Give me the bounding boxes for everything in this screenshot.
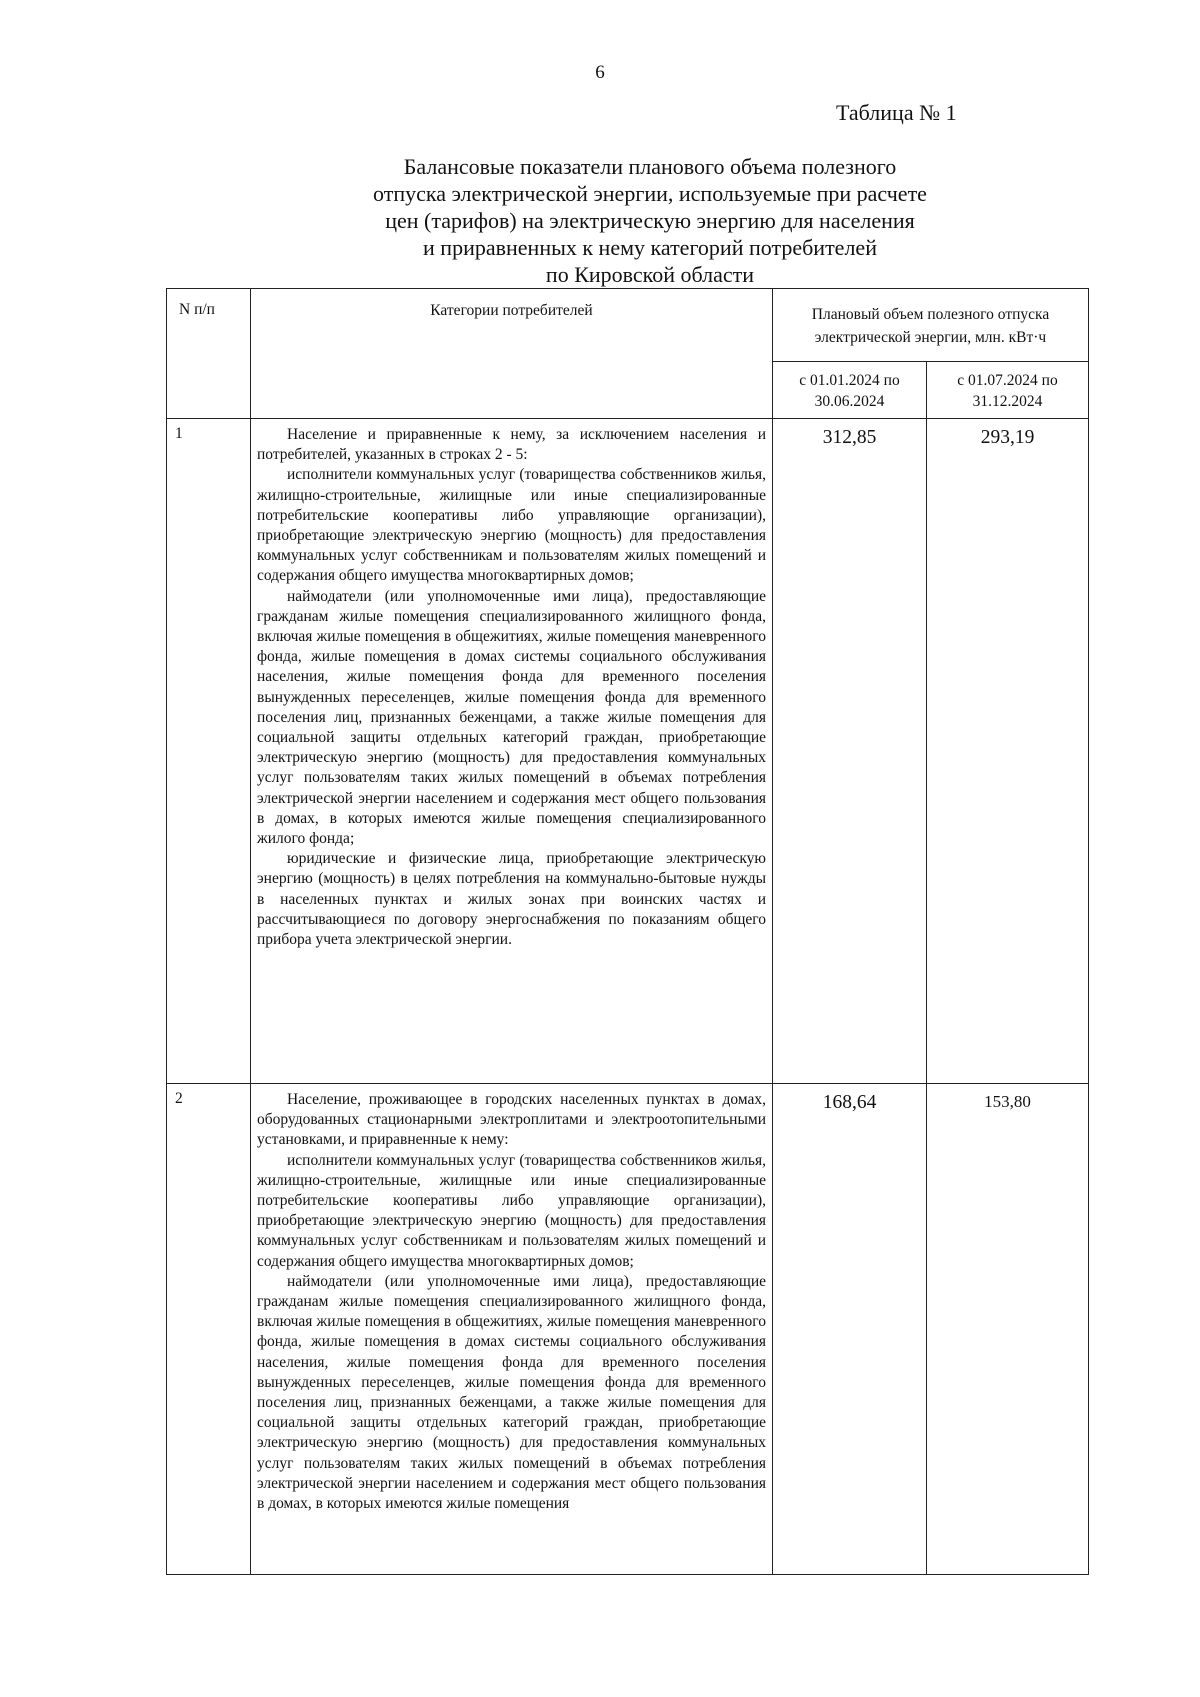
- category-paragraph: юридические и физические лица, приобретающие электрическую энергию (мощность) в целях потребления на коммунально-бытовые нужды в населенных пунктах и жилых зонах при воинских частях и рассчитывающиеся по договору энергоснабжения по показаниям общего прибора учета электрической энергии.: [257, 850, 766, 949]
- header-plan-volume: Плановый объем полезного отпуска электрической энергии, млн. кВт·ч: [773, 289, 1089, 362]
- category-paragraph: исполнители коммунальных услуг (товарищества собственников жилья, жилищно-строительные, жилищные или иные специализированные потребительские кооперативы либо управляющие организации), приобретающие электрическую энергию (мощность) для предоставления коммунальных услуг собственникам и пользователям жилых помещений и содержания общего имущества многоквартирных домов;: [257, 1151, 766, 1270]
- header-category: Категории потребителей: [251, 289, 773, 419]
- row-value-period-1: 312,85: [773, 419, 927, 1084]
- table-row: [167, 1084, 1089, 1575]
- title-line: по Кировской области: [545, 262, 755, 287]
- title-line: цен (тарифов) на электрическую энергию для населения: [385, 208, 915, 233]
- header-period-1: с 01.01.2024 по 30.06.2024: [773, 362, 927, 419]
- category-paragraph: исполнители коммунальных услуг (товарищества собственников жилья, жилищно-строительные, жилищные или иные специализированные потребительские кооперативы либо управляющие организации), приобретающие электрическую энергию (мощность) для предоставления коммунальных услуг собственникам и пользователям жилых помещений и содержания общего имущества многоквартирных домов;: [257, 466, 766, 585]
- balance-table: [166, 288, 1089, 1575]
- category-paragraph: Население и приравненные к нему, за исключением населения и потребителей, указанных в строках 2 - 5:: [257, 426, 766, 464]
- header-period-2: с 01.07.2024 по 31.12.2024: [927, 362, 1089, 419]
- row-value-period-2: 153,80: [927, 1084, 1089, 1575]
- header-num: N п/п: [167, 289, 251, 419]
- row-value-period-2: 293,19: [927, 419, 1089, 1084]
- row-category-text: [251, 1084, 772, 1574]
- table-label: Таблица № 1: [836, 100, 957, 125]
- document-title: [300, 153, 1000, 288]
- title-line: Балансовые показатели планового объема полезного: [403, 154, 897, 179]
- row-category-cell: [251, 1084, 773, 1575]
- category-paragraph: наймодатели (или уполномоченные ими лица), предоставляющие гражданам жилые помещения специализированного жилищного фонда, включая жилые помещения в общежитиях, жилые помещения маневренного фонда, жилые помещения в домах системы социального обслуживания населения, жилые помещения фонда для временного поселения вынужденных переселенцев, жилые помещения фонда для временного поселения лиц, признанных беженцами, а также жилые помещения для социальной защиты отдельных категорий граждан, приобретающие электрическую энергию (мощность) для предоставления коммунальных услуг пользователям таких жилых помещений в объемах потребления электрической энергии населением и содержания мест общего пользования в домах, в которых имеются жилые помещения специализированного жилого фонда;: [257, 587, 766, 848]
- category-paragraph: Население, проживающее в городских населенных пунктах в домах, оборудованных стационарными электроплитами и электроотопительными установками, и приравненные к нему:: [257, 1091, 766, 1149]
- row-value-period-1: 168,64: [773, 1084, 927, 1575]
- row-number: 1: [167, 419, 251, 1084]
- category-paragraph: наймодатели (или уполномоченные ими лица), предоставляющие гражданам жилые помещения специализированного жилищного фонда, включая жилые помещения в общежитиях, жилые помещения маневренного фонда, жилые помещения в домах системы социального обслуживания населения, жилые помещения фонда для временного поселения вынужденных переселенцев, жилые помещения фонда для временного поселения лиц, признанных беженцами, а также жилые помещения для социальной защиты отдельных категорий граждан, приобретающие электрическую энергию (мощность) для предоставления коммунальных услуг пользователям таких жилых помещений в объемах потребления электрической энергии населением и содержания мест общего пользования в домах, в которых имеются жилые помещения: [257, 1272, 766, 1513]
- table-row: [167, 419, 1089, 1084]
- page-number: 6: [595, 62, 605, 83]
- title-line: и приравненных к нему категорий потребителей: [423, 235, 877, 260]
- header-row: [167, 289, 1089, 362]
- row-number: 2: [167, 1084, 251, 1575]
- row-category-text: [251, 419, 773, 1084]
- title-line: отпуска электрической энергии, используемые при расчете: [373, 181, 927, 206]
